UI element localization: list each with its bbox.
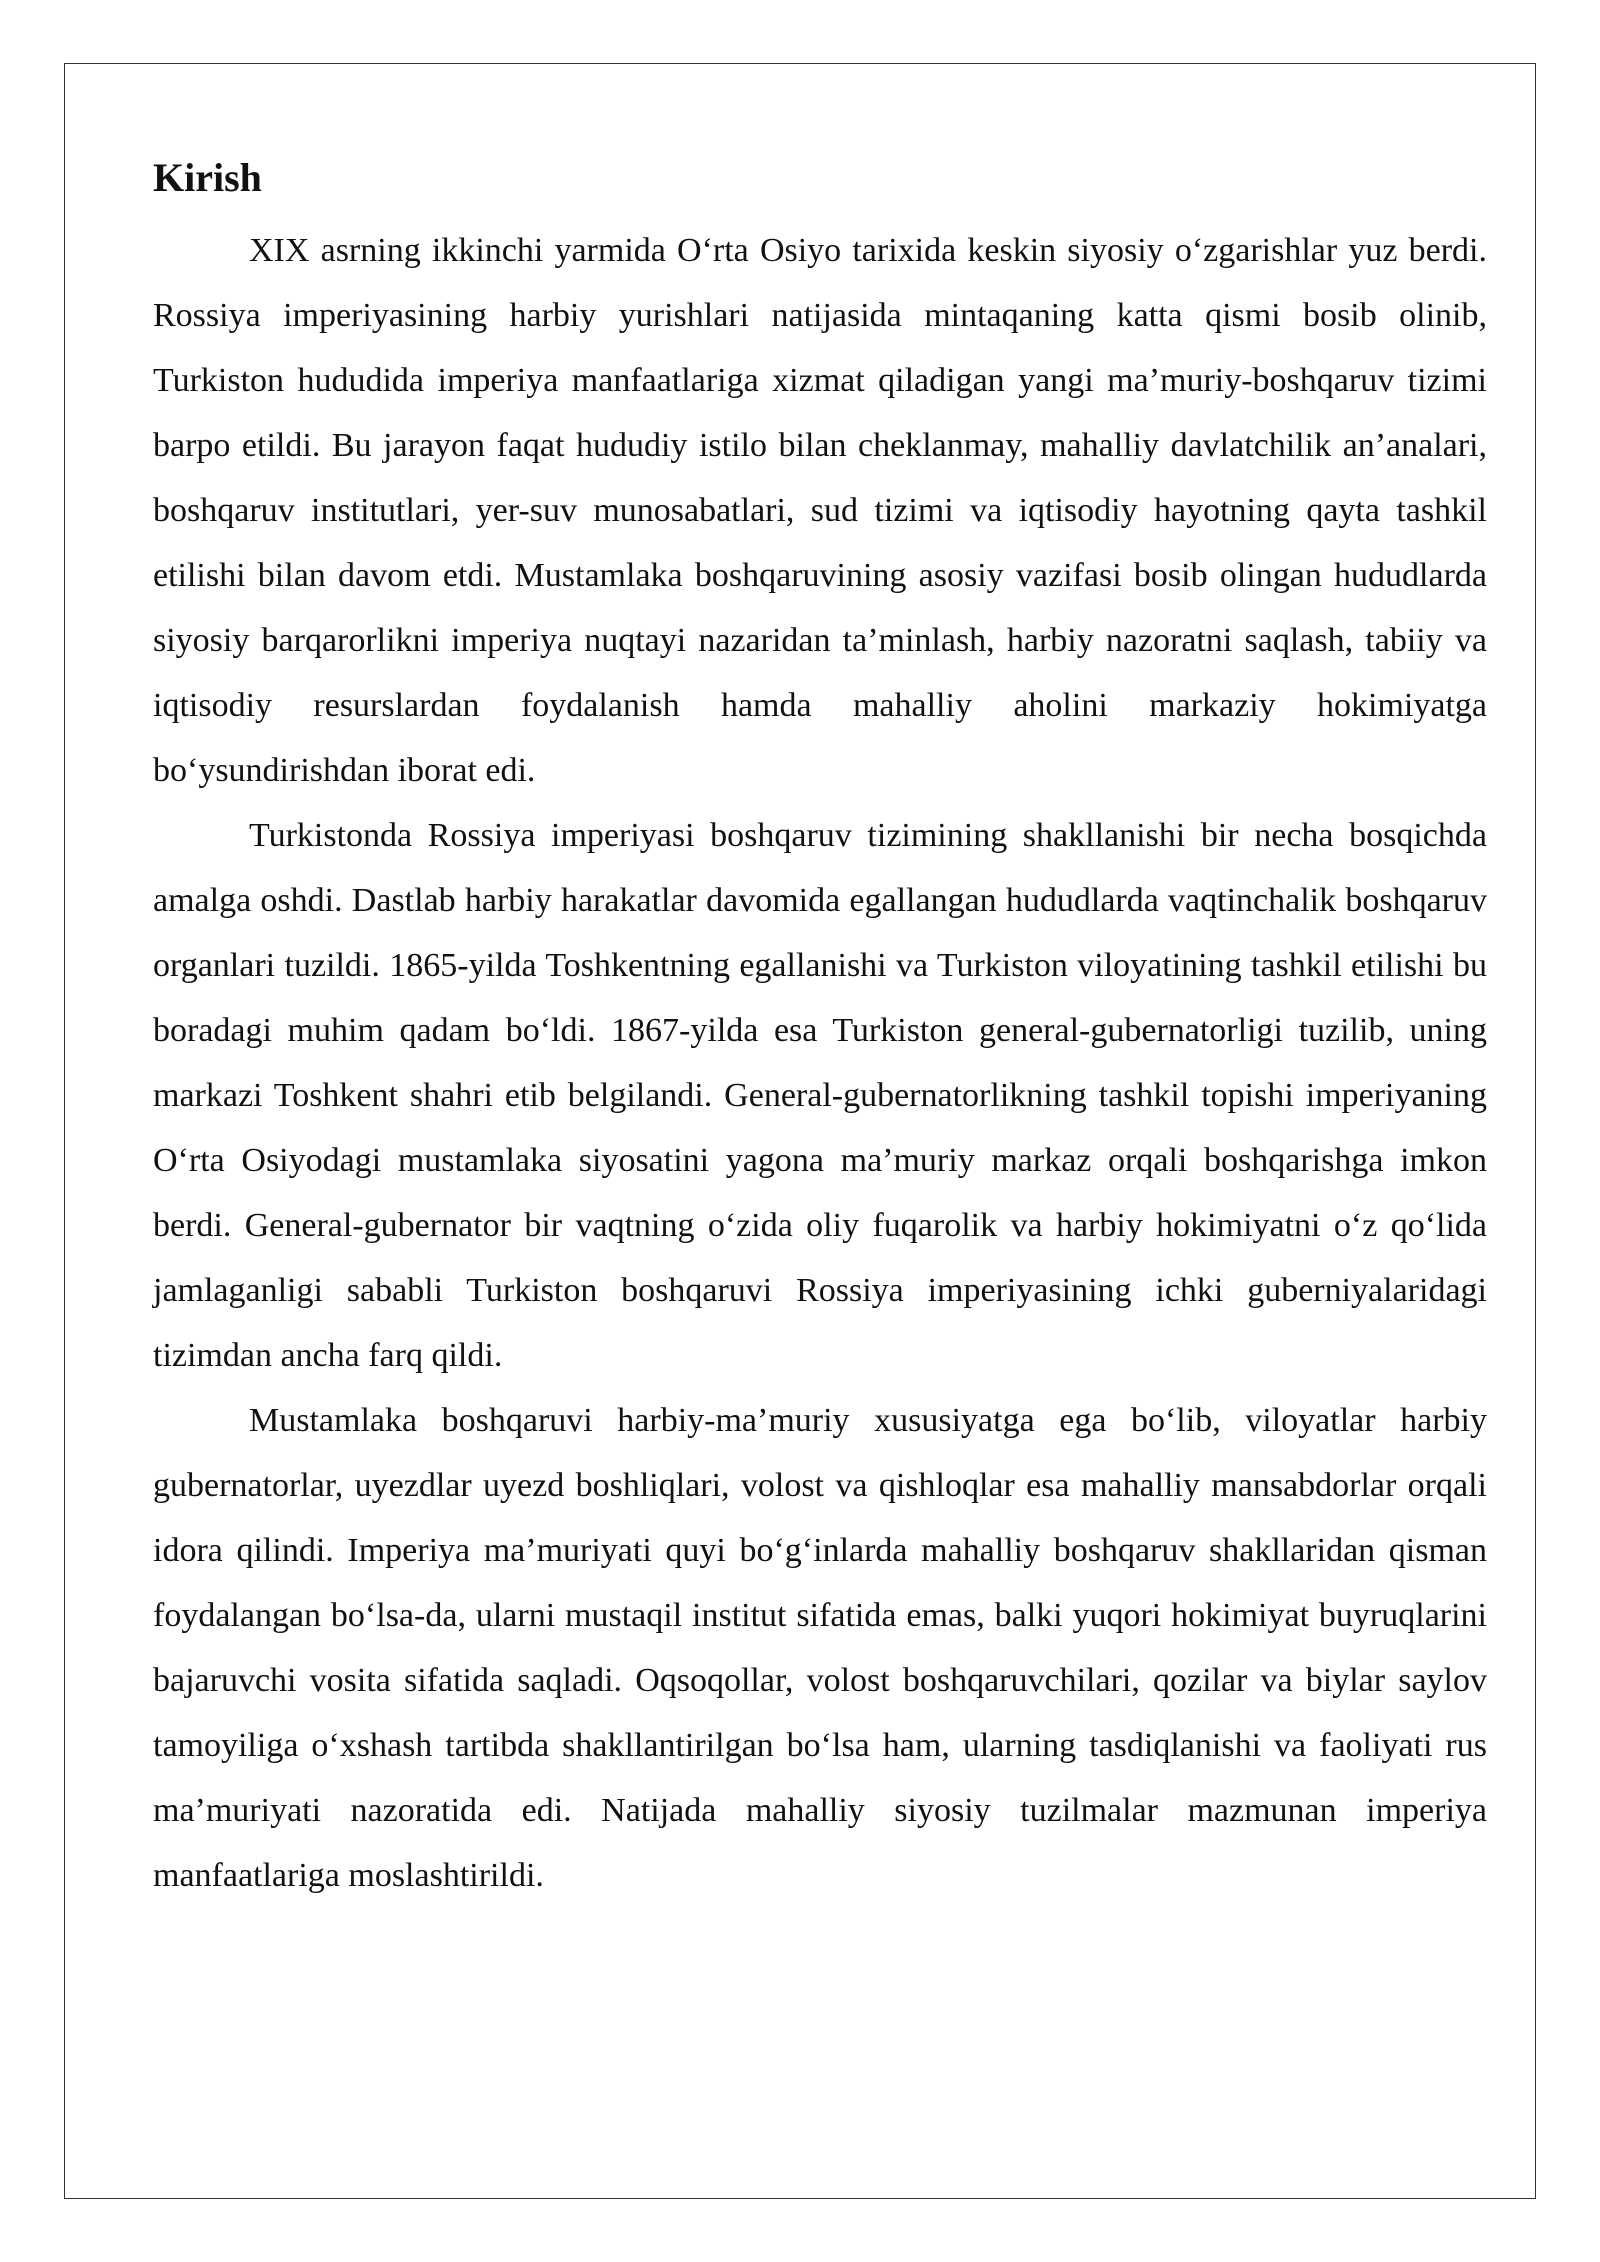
document-body <box>153 150 1487 1908</box>
paragraph-3: Mustamlaka boshqaruvi harbiy-ma’muriy xususiyatga ega bo‘lib, viloyatlar harbiy gubernatorlar, uyezdlar uyezd boshliqlari, volost va qishloqlar esa mahalliy mansabdorlar orqali idora qilindi. Imperiya ma’muriyati quyi bo‘g‘inlarda mahalliy boshqaruv shakllaridan qisman foydalangan bo‘lsa-da, ularni mustaqil institut sifatida emas, balki yuqori hokimiyat buyruqlarini bajaruvchi vosita sifatida saqladi. Oqsoqollar, volost boshqaruvchilari, qozilar va biylar saylov tamoyiliga o‘xshash tartibda shakllantirilgan bo‘lsa ham, ularning tasdiqlanishi va faoliyati rus ma’muriyati nazoratida edi. Natijada mahalliy siyosiy tuzilmalar mazmunan imperiya manfaatlariga moslashtirildi. <box>153 1402 1487 1894</box>
section-heading: Kirish <box>153 155 262 200</box>
paragraph-2: Turkistonda Rossiya imperiyasi boshqaruv tizimining shakllanishi bir necha bosqichda amalga oshdi. Dastlab harbiy harakatlar davomida egallangan hududlarda vaqtinchalik boshqaruv organlari tuzildi. 1865-yilda Toshkentning egallanishi va Turkiston viloyatining tashkil etilishi bu boradagi muhim qadam bo‘ldi. 1867-yilda esa Turkiston general-gubernatorligi tuzilib, uning markazi Toshkent shahri etib belgilandi. General-gubernatorlikning tashkil topishi imperiyaning O‘rta Osiyodagi mustamlaka siyosatini yagona ma’muriy markaz orqali boshqarishga imkon berdi. General-gubernator bir vaqtning o‘zida oliy fuqarolik va harbiy hokimiyatni o‘z qo‘lida jamlaganligi sababli Turkiston boshqaruvi Rossiya imperiyasining ichki guberniyalaridagi tizimdan ancha farq qildi. <box>153 817 1487 1374</box>
paragraph-1: XIX asrning ikkinchi yarmida O‘rta Osiyo tarixida keskin siyosiy o‘zgarishlar yuz berdi. Rossiya imperiyasining harbiy yurishlari natijasida mintaqaning katta qismi bosib olinib, Turkiston hududida imperiya manfaatlariga xizmat qiladigan yangi ma’muriy-boshqaruv tizimi barpo etildi. Bu jarayon faqat hududiy istilo bilan cheklanmay, mahalliy davlatchilik an’analari, boshqaruv institutlari, yer-suv munosabatlari, sud tizimi va iqtisodiy hayotning qayta tashkil etilishi bilan davom etdi. Mustamlaka boshqaruvining asosiy vazifasi bosib olingan hududlarda siyosiy barqarorlikni imperiya nuqtayi nazaridan ta’minlash, harbiy nazoratni saqlash, tabiiy va iqtisodiy resurslardan foydalanish hamda mahalliy aholini markaziy hokimiyatga bo‘ysundirishdan iborat edi. <box>153 232 1487 789</box>
